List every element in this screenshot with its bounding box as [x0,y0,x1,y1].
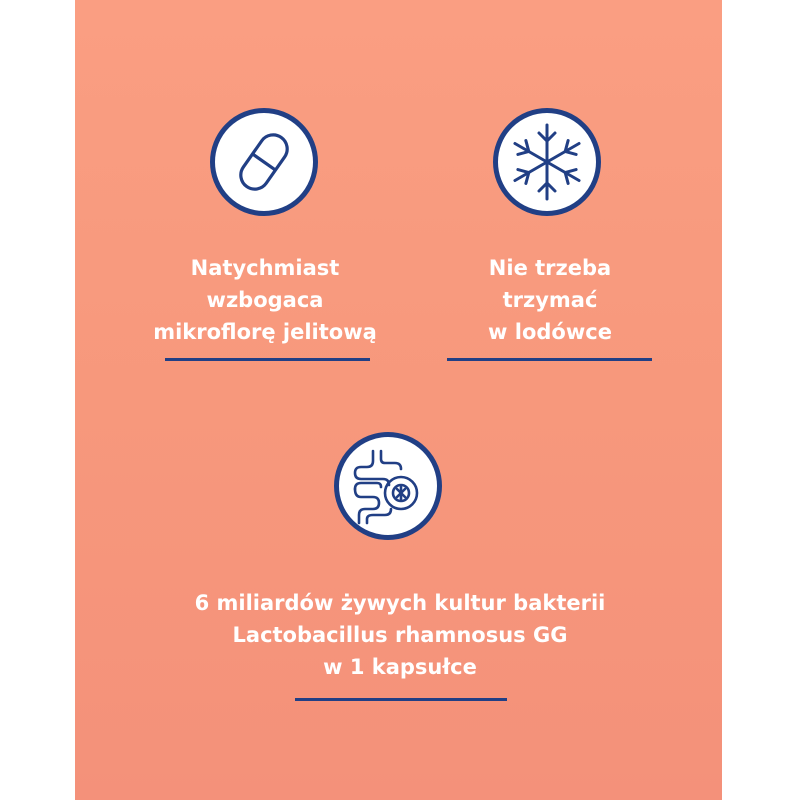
feature-divider-3 [295,698,507,701]
feature-caption-bacteria: 6 miliardów żywych kultur bakterii Lactobacillus rhamnosus GG w 1 kapsułce [194,591,606,679]
feature-divider-1 [165,358,370,361]
capsule-icon [224,122,304,202]
feature-caption-refrigeration: Nie trzeba trzymać w lodówce [488,256,612,344]
intestine-icon-circle [334,432,442,540]
feature-caption-microflora: Natychmiast wzbogaca mikroflorę jelitową [153,256,377,344]
infographic-panel [75,0,779,800]
intestine-bacteria-icon [343,441,433,531]
feature-divider-2 [447,358,652,361]
snowflake-icon-circle [493,108,601,216]
capsule-icon-circle [210,108,318,216]
snowflake-icon [504,119,590,205]
product-code: CH-202402-4 [770,63,779,120]
